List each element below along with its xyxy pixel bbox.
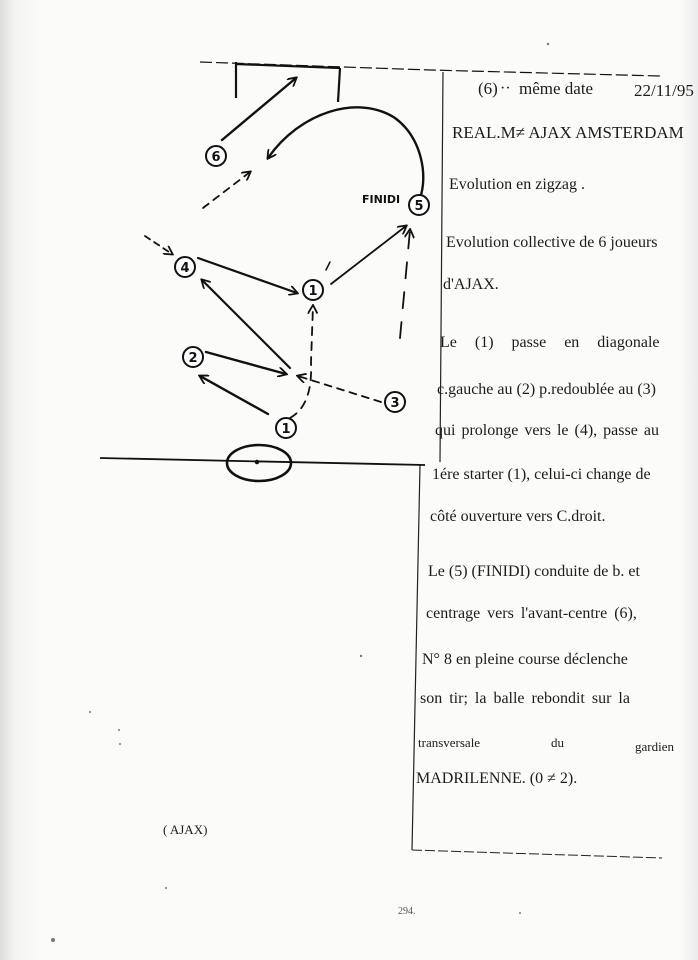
text-line-9: Le (5) (FINIDI) conduite de b. et (428, 563, 640, 580)
player-5 (409, 195, 429, 215)
arrows (145, 78, 423, 418)
figure-caption: ( AJAX) (163, 822, 208, 837)
diagram-number: (6) (478, 79, 498, 98)
shot-arrow (222, 78, 296, 140)
player-3 (385, 392, 405, 412)
player-1-upper-number: 1 (308, 284, 318, 299)
player-6 (206, 146, 226, 166)
text-line-4: Le (1) passe en diagonale (440, 334, 660, 351)
player-4-number: 4 (180, 261, 190, 276)
player-1-lower (276, 418, 296, 438)
run-arrow-5 (400, 230, 410, 338)
text-line-13 (418, 734, 674, 752)
player-6-number: 6 (211, 150, 221, 165)
text-line-6: qui prolonge vers le (4), passe au (435, 422, 659, 439)
finidi-label: FINIDI (362, 193, 401, 206)
word-transversale: transversale (418, 735, 481, 750)
word-gardien: gardien (635, 739, 674, 754)
text-line-11: N° 8 en pleine course déclenche (422, 651, 628, 668)
run-arrow-4 (145, 236, 172, 254)
player-1-upper (303, 280, 323, 300)
date-label: même date (519, 79, 594, 98)
player-3-number: 3 (390, 396, 400, 411)
text-line-1: Evolution en zigzag . (449, 176, 585, 193)
pass-1-to-2 (200, 376, 268, 414)
pass-2-to-3 (206, 352, 286, 374)
player-2 (183, 347, 203, 367)
cross-arrow (268, 107, 423, 198)
run-arrow-1 (290, 306, 313, 418)
text-line-8: côté ouverture vers C.droit. (430, 508, 606, 525)
text-line-7: 1ére starter (1), celui-ci change de (432, 466, 651, 483)
player-5-number: 5 (414, 199, 424, 214)
text-line-12: son tir; la balle rebondit sur la (420, 690, 630, 707)
pass-4-to-1 (198, 258, 297, 293)
text-line-2: Evolution collective de 6 joueurs (446, 234, 658, 251)
text-line-14: MADRILENNE. (0 ≠ 2). (416, 770, 578, 787)
date: 22/11/95 (634, 81, 694, 100)
word-du: du (551, 735, 565, 750)
text-line-10: centrage vers l'avant-centre (6), (426, 605, 637, 622)
page: 6 5 4 1 2 3 1 FINIDI (6) ·· même date 22/11/95 REAL.M≠ AJAX AMSTERDAM Evolution en zigzag . Evolution collective de 6 joueurs d'AJAX. Le (1) passe en diagonale c.gauche au (2) p.redoublée au (3) qui prolonge vers le (4), passe au 1ére starter (1), celui-ci change de côté ouverture vers C.droit. Le (5) (FINIDI) conduite de b. et centrage vers l'avant-centre (6), N° 8 en pleine course déclenche son tir; la balle rebondit sur la transversale du gardien MADRILENNE. (0 ≠ 2). ( AJAX) 294. (0, 0, 698, 960)
player-2-number: 2 (188, 351, 198, 366)
match-title: REAL.M≠ AJAX AMSTERDAM (452, 123, 684, 142)
text-line-3: d'AJAX. (443, 276, 499, 293)
player-4 (175, 257, 195, 277)
run-arrow-6 (203, 172, 250, 208)
halfway-line (100, 445, 425, 481)
pass-1-to-5 (331, 226, 406, 284)
page-number: 294. (398, 906, 416, 917)
text-line-5: c.gauche au (2) p.redoublée au (3) (437, 381, 656, 398)
player-1-lower-number: 1 (281, 422, 291, 437)
